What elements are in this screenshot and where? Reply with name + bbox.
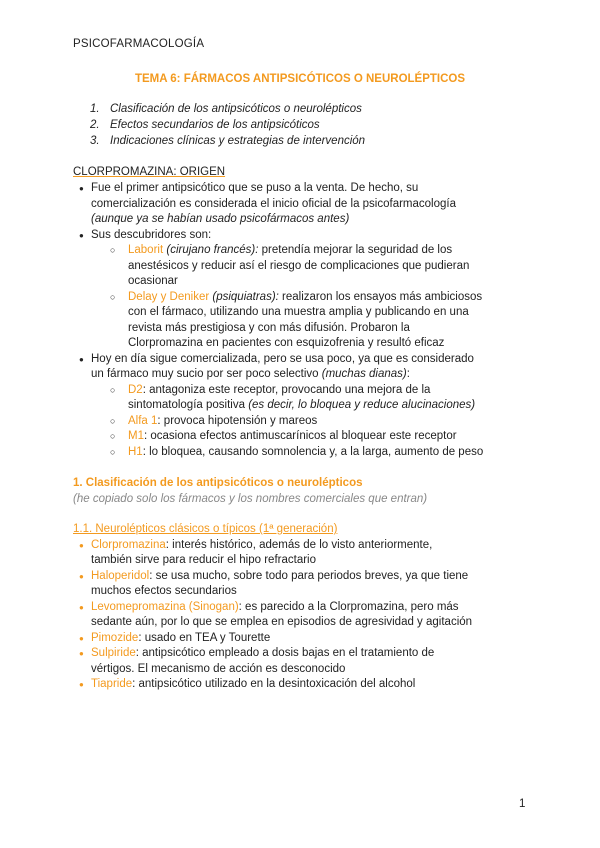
discoverer-name: Delay y Deniker — [128, 290, 210, 303]
toc-number: 1. — [90, 103, 100, 115]
origin-heading-text: CLORPROMAZINA: ORIGEN — [73, 166, 226, 178]
text-line: Sus descubridores son: — [91, 228, 212, 241]
sub-list-item — [73, 243, 533, 290]
origin-heading — [73, 165, 225, 181]
page-number: 1 — [519, 798, 526, 810]
toc-item — [90, 118, 365, 134]
drug-item — [73, 631, 533, 647]
drug-name: Levomepromazina (Sinogan) — [91, 600, 239, 613]
text-line: vértigos. El mecanismo de acción es desconocido — [91, 662, 346, 675]
drug-name: Clorpromazina — [91, 538, 166, 551]
drug-name: Haloperidol — [91, 569, 150, 582]
drug-name: Pimozide — [91, 631, 139, 644]
list-item — [73, 181, 533, 228]
text-line: un fármaco muy sucio por ser poco selectivo — [91, 368, 319, 380]
text-line: Clorpromazina en pacientes con esquizofrenia y resultó eficaz — [128, 337, 445, 349]
text-italic: (muchas dianas) — [321, 368, 407, 380]
text-line: : interés histórico, además de lo visto anteriormente, — [165, 538, 433, 551]
receptor-name: H1 — [128, 445, 143, 458]
text-line: con el fármaco, utilizando una muestra amplia y publicando en una — [128, 306, 469, 318]
discoverer-role: (psiquiatras): — [212, 290, 279, 303]
text-line: también sirve para reducir el hipo refractario — [91, 554, 316, 566]
text-line: : se usa mucho, sobre todo para periodos breves, ya que tiene — [149, 569, 469, 582]
drug-item — [73, 538, 533, 569]
text-line: realizaron los ensayos más ambiciosos — [282, 290, 483, 303]
sub-list-item — [73, 414, 533, 430]
discoverer-role: (cirujano francés): — [166, 244, 259, 256]
text-line: : lo bloquea, causando somnolencia y, a la larga, aumento de peso — [142, 445, 484, 458]
section-heading: 1. Clasificación de los antipsicóticos o neurolépticos — [73, 477, 363, 489]
toc-text: Indicaciones clínicas y estrategias de intervención — [110, 135, 366, 147]
sub-list-item — [73, 290, 533, 352]
list-item — [73, 352, 533, 383]
text-line: : antagoniza este receptor, provocando una mejora de la — [142, 383, 431, 396]
toc-text: Efectos secundarios de los antipsicóticos — [110, 119, 320, 131]
sub-list-item — [73, 429, 533, 445]
text-line: comercialización es considerada el inicio oficial de la psicofarmacología — [91, 197, 456, 210]
drug-item — [73, 646, 533, 677]
text-line: pretendía mejorar la seguridad de los — [261, 244, 453, 256]
drug-name: Sulpiride — [91, 647, 136, 659]
text-line: ocasionar — [128, 275, 178, 287]
text-line: : es parecido a la Clorpromazina, pero más — [238, 600, 459, 613]
text-line: : usado en TEA y Tourette — [138, 631, 271, 644]
text-line: sintomatología positiva — [128, 399, 245, 411]
toc-item — [90, 134, 365, 150]
sub-list-item — [73, 445, 533, 461]
page-title: TEMA 6: FÁRMACOS ANTIPSICÓTICOS O NEUROLÉPTICOS — [134, 73, 466, 85]
text-line: : antipsicótico empleado a dosis bajas en el tratamiento de — [135, 647, 435, 659]
section-note: (he copiado solo los fármacos y los nombres comerciales que entran) — [73, 492, 428, 505]
table-of-contents — [90, 102, 365, 150]
toc-text: Clasificación de los antipsicóticos o neurolépticos — [110, 103, 362, 115]
origin-list — [73, 181, 533, 460]
text-line: sedante aún, por lo que se emplea en episodios de agresividad y agitación — [91, 616, 473, 628]
drug-name: Tiapride — [91, 678, 133, 690]
receptor-name: Alfa 1 — [128, 414, 158, 427]
text-line: : provoca hipotensión y mareos — [157, 414, 318, 427]
text-line: ● Hoy en día sigue comercializada, pero se usa poco, ya que es considerado — [91, 352, 474, 365]
drug-item — [73, 600, 533, 631]
text-line: : ocasiona efectos antimuscarínicos al bloquear este receptor — [143, 430, 457, 442]
subsection-heading: 1.1. Neurolépticos clásicos o típicos (1ª generación) — [73, 523, 338, 535]
drug-item — [73, 569, 533, 600]
text-punct: : — [406, 368, 410, 380]
text-line: muchos efectos secundarios — [91, 585, 237, 597]
page-header: PSICOFARMACOLOGÍA — [73, 38, 205, 50]
receptor-name: D2 — [128, 383, 143, 396]
section-1-1 — [73, 522, 533, 693]
text-italic: (es decir, lo bloquea y reduce alucinaciones) — [248, 399, 476, 411]
toc-number: 2. — [90, 119, 100, 131]
text-line: anestésicos y reducir así el riesgo de complicaciones que pudieran — [128, 259, 470, 272]
discoverer-name: Laborit — [128, 244, 164, 256]
text-line: ● Fue el primer antipsicótico que se puso a la venta. De hecho, su — [91, 182, 419, 194]
list-item — [73, 228, 533, 244]
text-line: (aunque ya se habían usado psicofármacos antes) — [91, 213, 350, 225]
section-1 — [73, 476, 533, 507]
text-line: : antipsicótico utilizado en la desintoxicación del alcohol — [132, 678, 416, 690]
toc-number: 3. — [90, 135, 100, 147]
drug-item — [73, 677, 533, 693]
toc-item — [90, 102, 365, 118]
receptor-name: M1 — [128, 430, 144, 442]
text-line: revista más prestigiosa y con más difusión. Probaron la — [128, 321, 410, 334]
sub-list-item — [73, 383, 533, 414]
